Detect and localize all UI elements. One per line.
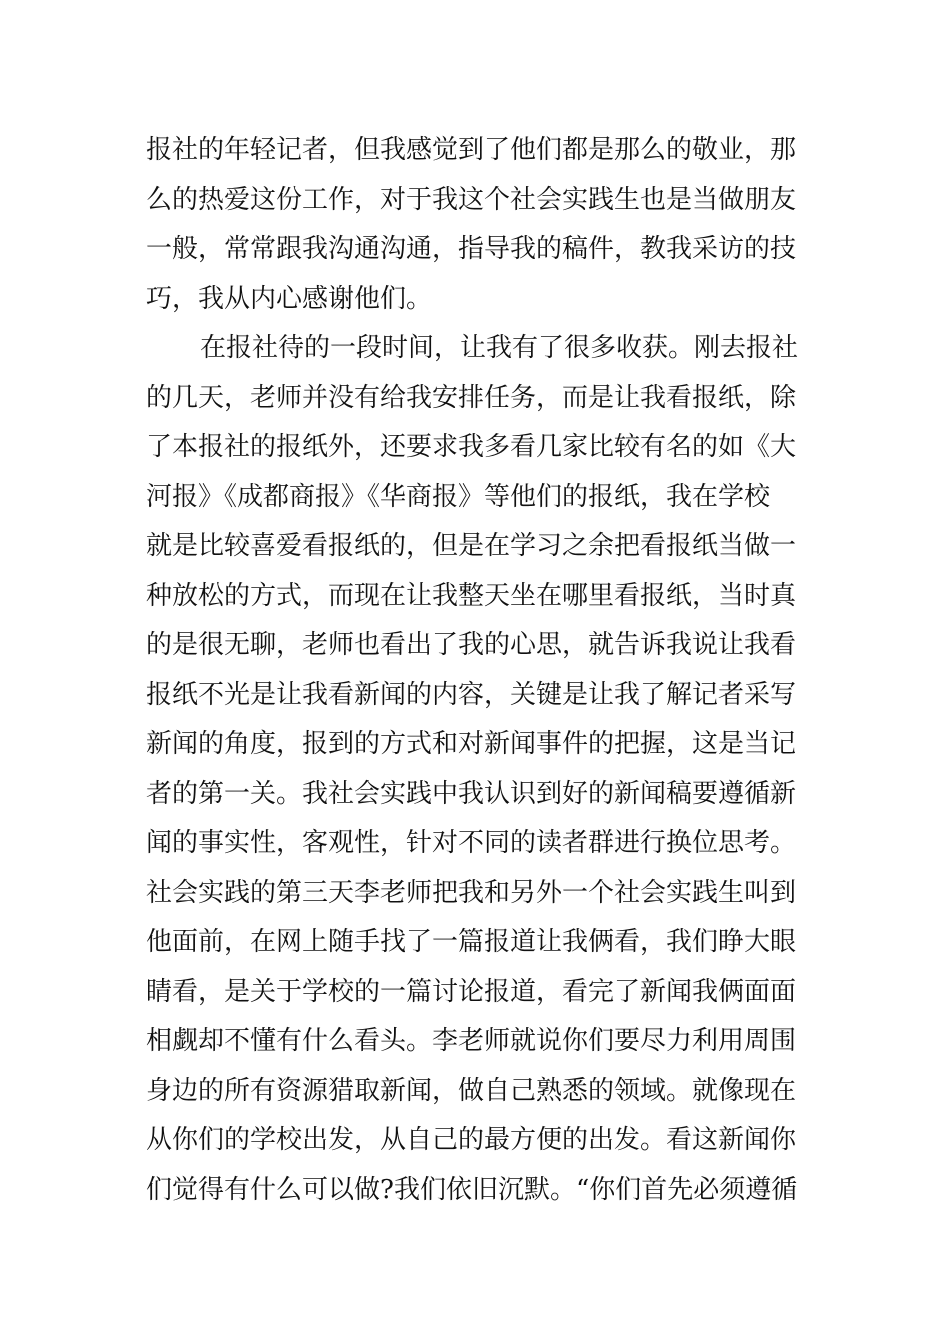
text-line-18: 睛看，是关于学校的一篇讨论报道，看完了新闻我俩面面	[146, 976, 797, 1007]
text-line-6: 的几天，老师并没有给我安排任务，而是让我看报纸，除	[146, 382, 797, 413]
text-line-4: 巧，我从内心感谢他们。	[146, 283, 433, 314]
text-line-21: 从你们的学校出发，从自己的最方便的出发。看这新闻你	[146, 1125, 797, 1155]
text-line-8: 河报》《成都商报》《华商报》等他们的报纸，我在学校	[146, 481, 771, 512]
text-line-10: 种放松的方式，而现在让我整天坐在哪里看报纸，当时真	[146, 580, 797, 611]
text-line-19: 相觑却不懂有什么看头。李老师就说你们要尽力利用周围	[146, 1026, 797, 1056]
text-line-3: 一般，常常跟我沟通沟通，指导我的稿件，教我采访的技	[146, 234, 797, 264]
text-line-14: 者的第一关。我社会实践中我认识到好的新闻稿要遵循新	[146, 778, 797, 809]
text-line-20: 身边的所有资源猎取新闻，做自己熟悉的领域。就像现在	[146, 1075, 797, 1106]
text-line-7: 了本报社的报纸外，还要求我多看几家比较有名的如《大	[146, 432, 797, 462]
text-line-5: 在报社待的一段时间，让我有了很多收获。刚去报社	[200, 333, 799, 363]
text-line-16: 社会实践的第三天李老师把我和另外一个社会实践生叫到	[146, 877, 797, 908]
text-line-12: 报纸不光是让我看新闻的内容，关键是让我了解记者采写	[146, 679, 797, 710]
text-line-13: 新闻的角度，报到的方式和对新闻事件的把握，这是当记	[146, 729, 797, 759]
text-line-2: 么的热爱这份工作，对于我这个社会实践生也是当做朋友	[146, 184, 797, 215]
text-line-22: 们觉得有什么可以做?我们依旧沉默。“你们首先必须遵循	[146, 1174, 798, 1205]
text-line-9: 就是比较喜爱看报纸的，但是在学习之余把看报纸当做一	[146, 531, 797, 561]
text-line-17: 他面前，在网上随手找了一篇报道让我俩看，我们睁大眼	[146, 927, 797, 957]
text-line-15: 闻的事实性，客观性，针对不同的读者群进行换位思考。	[146, 828, 797, 858]
text-line-1: 报社的年轻记者，但我感觉到了他们都是那么的敬业，那	[146, 135, 797, 165]
body-text	[146, 126, 812, 1215]
text-line-11: 的是很无聊，老师也看出了我的心思，就告诉我说让我看	[146, 630, 797, 660]
